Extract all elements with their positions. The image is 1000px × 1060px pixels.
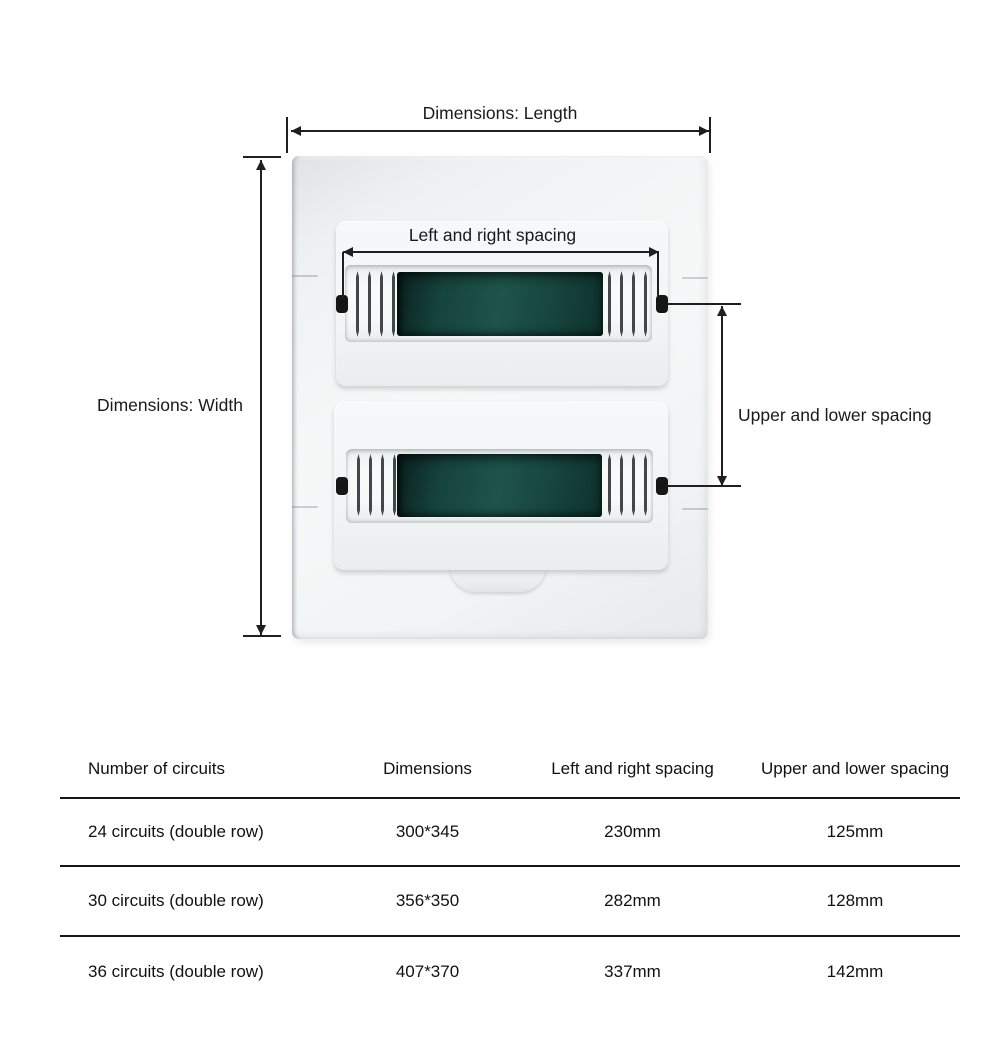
vent-slot <box>644 271 647 337</box>
vent-slot <box>381 454 384 516</box>
length-extension-line <box>709 117 711 153</box>
ud-spacing-label: Upper and lower spacing <box>738 405 932 425</box>
panel-seam <box>292 275 318 277</box>
spec-table <box>60 740 960 1007</box>
vent-slot <box>620 454 623 516</box>
upper-window-opening <box>397 272 603 336</box>
length-dimension-label: Dimensions: Length <box>422 103 578 123</box>
width-dimension-arrow <box>260 160 262 635</box>
lower-breaker-window <box>346 449 653 523</box>
col-header-circuits: Number of circuits <box>88 758 225 778</box>
lr-extension-line <box>342 252 344 298</box>
width-extension-line <box>243 156 281 158</box>
lr-extension-line <box>657 252 659 298</box>
width-dimension-label: Dimensions: Width <box>97 395 243 415</box>
cell-lr-spacing: 337mm <box>604 962 661 981</box>
vent-slot <box>608 454 611 516</box>
lr-spacing-arrow <box>343 251 659 253</box>
vent-slot <box>632 454 635 516</box>
mounting-clip <box>336 477 348 495</box>
cell-ud-spacing: 142mm <box>826 962 884 981</box>
cell-dimensions: 300*345 <box>395 822 460 841</box>
cell-ud-spacing: 128mm <box>826 891 884 910</box>
cell-dimensions: 356*350 <box>395 891 460 910</box>
panel-seam <box>682 508 708 510</box>
width-extension-line <box>243 635 281 637</box>
panel-seam <box>682 277 708 279</box>
cell-circuits: 30 circuits (double row) <box>88 891 264 910</box>
table-row <box>60 799 960 867</box>
length-extension-line <box>286 117 288 153</box>
cell-lr-spacing: 282mm <box>604 891 661 910</box>
table-row <box>60 867 960 937</box>
col-header-lr-spacing: Left and right spacing <box>551 758 714 778</box>
cell-circuits: 24 circuits (double row) <box>88 822 264 841</box>
vent-slot <box>369 454 372 516</box>
vent-slot <box>392 271 395 337</box>
col-header-ud-spacing: Upper and lower spacing <box>760 758 950 778</box>
table-row <box>60 937 960 1007</box>
ud-spacing-arrow <box>721 306 723 486</box>
ud-extension-line <box>667 485 741 487</box>
length-dimension-arrow <box>291 130 709 132</box>
vent-slot <box>632 271 635 337</box>
cell-lr-spacing: 230mm <box>604 822 661 841</box>
upper-breaker-window <box>345 265 652 342</box>
panel-seam <box>292 506 318 508</box>
col-header-dimensions: Dimensions <box>383 758 472 778</box>
vent-slot <box>644 454 647 516</box>
vent-slot <box>368 271 371 337</box>
ud-extension-line <box>667 303 741 305</box>
cell-ud-spacing: 125mm <box>826 822 884 841</box>
cell-dimensions: 407*370 <box>395 962 460 981</box>
spec-table-header-row <box>60 740 960 799</box>
vent-slot <box>620 271 623 337</box>
vent-slot <box>356 271 359 337</box>
vent-slot <box>393 454 396 516</box>
vent-slot <box>608 271 611 337</box>
vent-slot <box>357 454 360 516</box>
vent-slot <box>380 271 383 337</box>
cell-circuits: 36 circuits (double row) <box>88 962 264 981</box>
lr-spacing-label: Left and right spacing <box>408 225 577 245</box>
lower-window-opening <box>397 454 602 517</box>
